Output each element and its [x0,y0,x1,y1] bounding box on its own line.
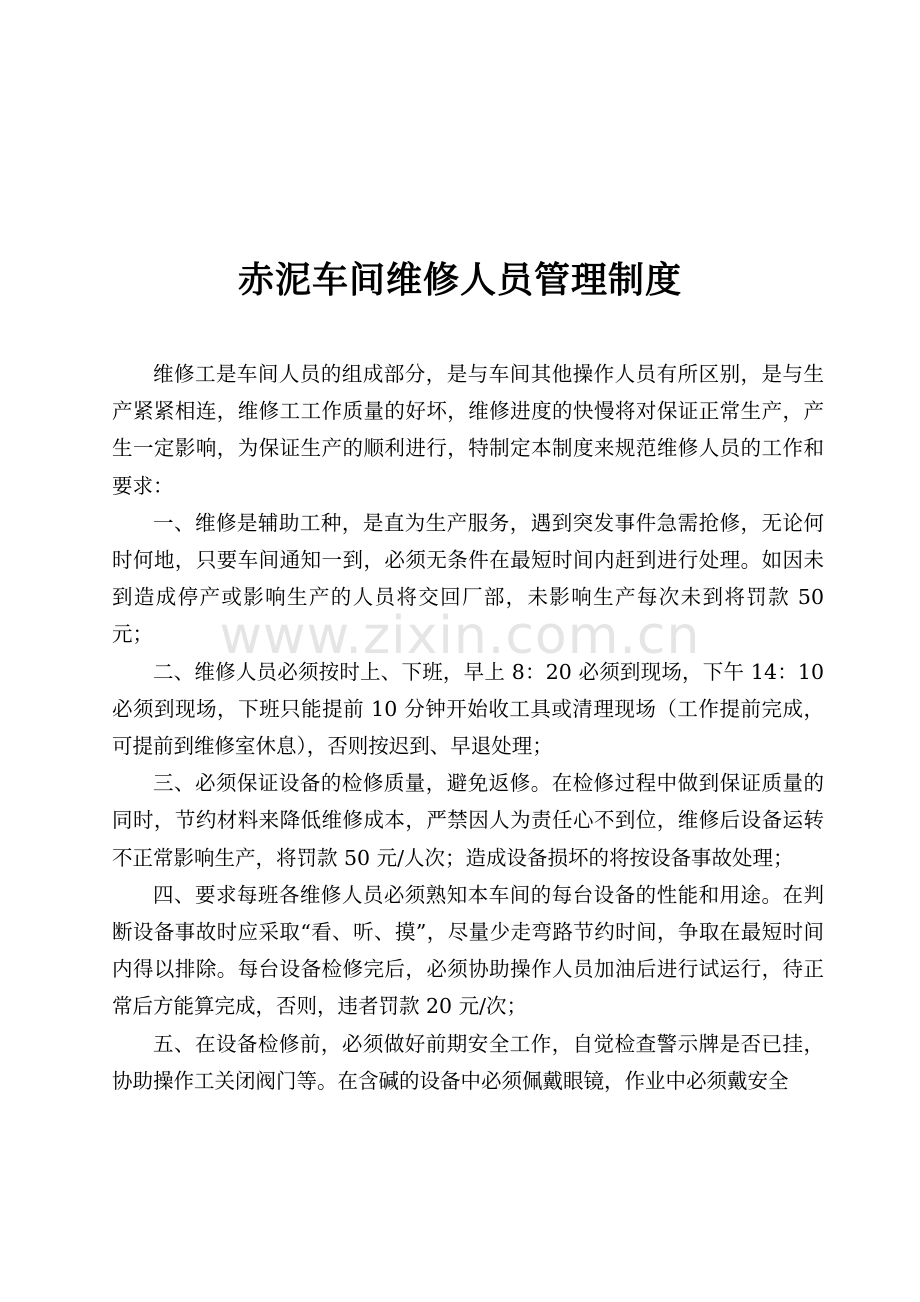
document-body [112,356,824,1100]
watermark: www.zixin.com.cn [219,606,701,666]
paragraph-rule-2: 二、维修人员必须按时上、下班，早上 8：20 必须到现场，下午 14：10 必须到现场，下班只能提前 10 分钟开始收工具或清理现场（工作提前完成，可提前到维修室休息），否则按迟到、早退处理； [112,659,824,759]
paragraph-rule-3: 三、必须保证设备的检修质量，避免返修。在检修过程中做到保证质量的同时，节约材料来降低维修成本，严禁因人为责任心不到位，维修后设备运转不正常影响生产，将罚款 50 元/人次；造成设备损坏的将按设备事故处理； [112,771,824,870]
paragraph-rule-4: 四、要求每班各维修人员必须熟知本车间的每台设备的性能和用途。在判断设备事故时应采取“看、听、摸”，尽量少走弯路节约时间，争取在最短时间内得以排除。每台设备检修完后，必须协助操作人员加油后进行试运行，待正常后方能算完成，否则，违者罚款 20 元/次； [112,882,824,1019]
paragraph-rule-5: 五、在设备检修前，必须做好前期安全工作，自觉检查警示牌是否已挂，协助操作工关闭阀门等。在含碱的设备中必须佩戴眼镜，作业中必须戴安全 [112,1031,824,1093]
paragraph-rule-1: 一、维修是辅助工种，是直为生产服务，遇到突发事件急需抢修，无论何时何地，只要车间通知一到，必须无条件在最短时间内赶到进行处理。如因未到造成停产或影响生产的人员将交回厂部，未影响生产每次未到将罚款 50 元； [112,510,824,647]
document-title: 赤泥车间维修人员管理制度 [237,260,682,301]
paragraph-intro: 维修工是车间人员的组成部分，是与车间其他操作人员有所区别，是与生产紧紧相连，维修工工作质量的好坏，维修进度的快慢将对保证正常生产，产生一定影响，为保证生产的顺利进行，特制定本制度来规范维修人员的工作和要求： [112,362,824,498]
